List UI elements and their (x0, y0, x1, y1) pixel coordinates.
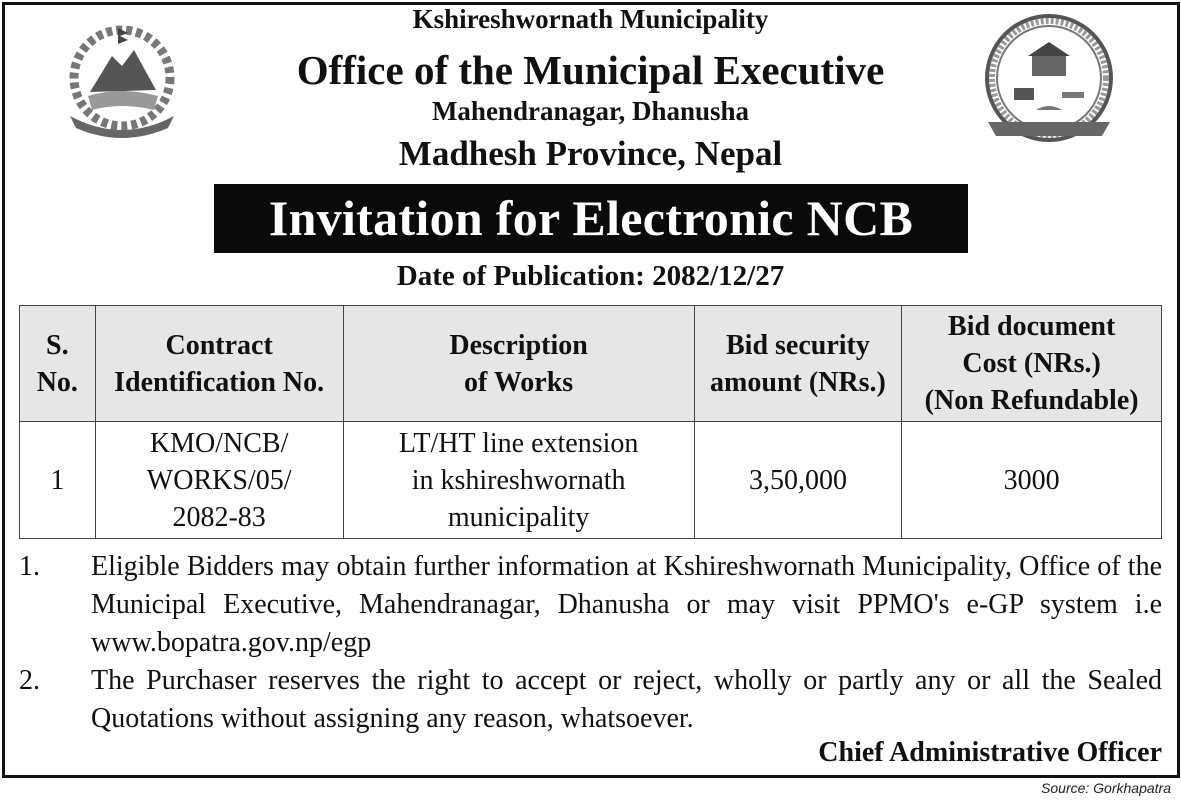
cell-bid-security: 3,50,000 (694, 422, 902, 539)
notes-list (19, 548, 1162, 738)
municipality-name: Kshireshwornath Municipality (412, 4, 769, 34)
note-number: 2. (19, 665, 40, 696)
header-doc-cost: Bid document Cost (NRs.) (Non Refundable) (902, 306, 1162, 422)
note-item (19, 548, 1162, 662)
table-header-row (20, 306, 1162, 422)
source-credit: Source: Gorkhapatra (1041, 780, 1171, 796)
cell-doc-cost: 3000 (902, 422, 1162, 539)
table-row (20, 422, 1162, 539)
header-sn: S. No. (20, 306, 96, 422)
header-description: Description of Works (343, 306, 694, 422)
note-number: 1. (19, 551, 40, 582)
note-text: Eligible Bidders may obtain further information at Kshireshwornath Municipality, Office of the Municipal Executive, Mahendranagar, Dhanusha or may visit PPMO's e-GP system i.e www.bopatra.gov.np/egp (91, 551, 1162, 658)
notice-title-banner: Invitation for Electronic NCB (214, 184, 968, 253)
bid-table (19, 305, 1162, 539)
signature-title: Chief Administrative Officer (818, 737, 1162, 768)
province-line: Madhesh Province, Nepal (398, 134, 783, 173)
office-address: Mahendranagar, Dhanusha (431, 96, 750, 126)
note-item (19, 662, 1162, 738)
header-bid-security: Bid security amount (NRs.) (694, 306, 902, 422)
cell-contract-id: KMO/NCB/ WORKS/05/ 2082-83 (95, 422, 343, 539)
note-text: The Purchaser reserves the right to accept or reject, wholly or partly any or all the Sealed Quotations without assigning any reason, whatsoever. (91, 665, 1162, 734)
publication-date: Date of Publication: 2082/12/27 (396, 260, 785, 292)
header-contract-id: Contract Identification No. (95, 306, 343, 422)
office-title: Office of the Municipal Executive (296, 47, 885, 93)
cell-description: LT/HT line extension in kshireshwornath municipality (343, 422, 694, 539)
cell-sn: 1 (20, 422, 96, 539)
